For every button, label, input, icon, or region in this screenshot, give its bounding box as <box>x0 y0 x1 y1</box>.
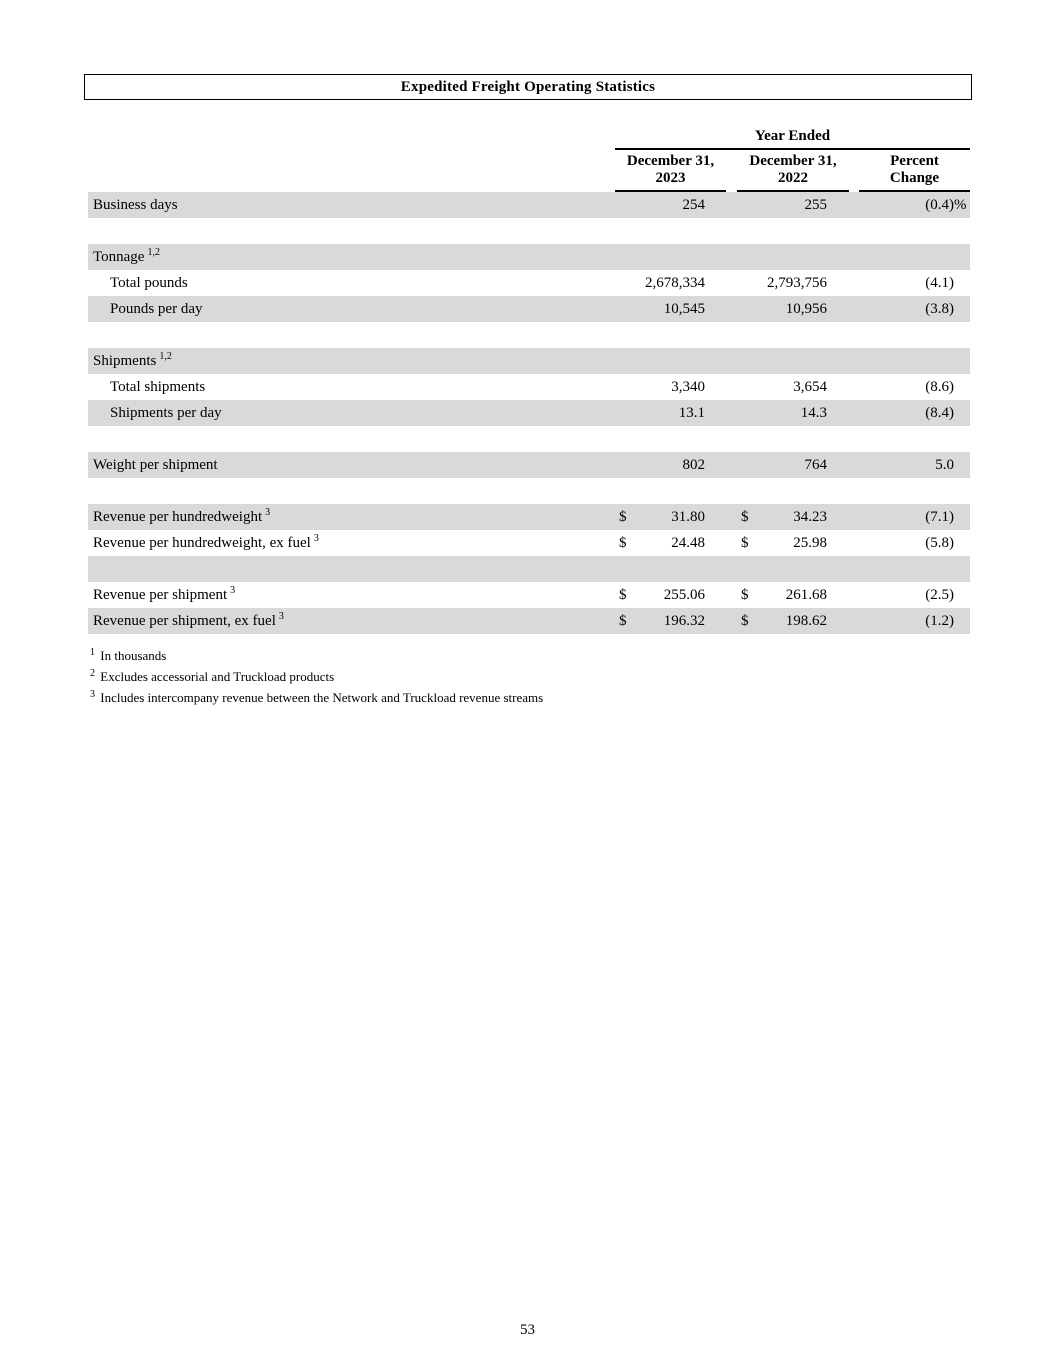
column-gap <box>849 244 859 270</box>
column-gap <box>726 400 737 426</box>
value-percent-change: (1.2) <box>859 608 970 634</box>
dollar-sign: $ <box>741 613 749 629</box>
percent-sign <box>954 478 970 504</box>
value-percent-change: (3.8) <box>859 296 970 322</box>
footnote-2: $^2$ Excludes accessorial and Truckload products <box>90 667 335 684</box>
column-gap <box>849 348 859 374</box>
row-label: Pounds per day <box>110 301 203 317</box>
column-gap <box>726 270 737 296</box>
table-row <box>88 218 970 244</box>
value-2022 <box>737 426 849 452</box>
page-title: Expedited Freight Operating Statistics <box>400 78 656 95</box>
value-2022 <box>737 478 849 504</box>
value-percent-change <box>859 218 970 244</box>
percent-sign <box>954 530 970 556</box>
table-row <box>88 296 970 322</box>
row-label: Revenue per shipment, ex fuel $^3$ <box>93 611 284 629</box>
value-percent-change: (8.6) <box>859 374 970 400</box>
value-2023 <box>615 218 726 244</box>
dollar-sign: $ <box>619 613 627 629</box>
table-row <box>88 608 970 634</box>
footnote-1: $^1$ In thousands <box>90 646 167 663</box>
column-gap <box>849 478 859 504</box>
value-2022 <box>737 244 849 270</box>
page-number: 53 <box>520 1322 535 1338</box>
value-2022 <box>737 348 849 374</box>
table-row <box>88 322 970 348</box>
percent-sign <box>954 400 970 426</box>
column-gap <box>726 608 737 634</box>
value-percent-change: (4.1) <box>859 270 970 296</box>
column-gap <box>849 192 859 218</box>
column-gap <box>849 608 859 634</box>
value-percent-change <box>859 478 970 504</box>
column-gap <box>726 504 737 530</box>
footnote-marker: 3 <box>278 611 284 622</box>
column-gap <box>726 426 737 452</box>
column-gap <box>849 452 859 478</box>
table-column-headers <box>88 151 970 192</box>
column-header-2023: December 31, 2023 <box>615 151 726 192</box>
value-percent-change: (5.8) <box>859 530 970 556</box>
value-2022 <box>737 322 849 348</box>
column-gap <box>849 400 859 426</box>
dollar-sign: $ <box>619 587 627 603</box>
column-gap <box>849 582 859 608</box>
percent-sign <box>954 218 970 244</box>
table-row <box>88 374 970 400</box>
percent-sign <box>954 504 970 530</box>
percent-sign <box>954 426 970 452</box>
statistics-table <box>88 128 970 634</box>
percent-sign: % <box>954 197 967 213</box>
value-percent-change: (8.4) <box>859 400 970 426</box>
footnotes <box>90 646 544 712</box>
row-label <box>88 556 615 582</box>
value-2023 <box>615 348 726 374</box>
value-2022: 764 <box>737 452 849 478</box>
column-gap <box>726 452 737 478</box>
column-gap <box>726 348 737 374</box>
value-percent-change <box>859 348 970 374</box>
table-body <box>88 192 970 634</box>
value-2023: $ 24.48 <box>615 530 726 556</box>
value-2023: 13.1 <box>615 400 726 426</box>
footnote-marker: 3 <box>313 533 319 544</box>
value-percent-change: (0.4) % <box>859 192 970 218</box>
row-label <box>88 322 615 348</box>
column-gap <box>849 556 859 582</box>
column-gap <box>726 322 737 348</box>
column-gap <box>849 504 859 530</box>
value-2023 <box>615 244 726 270</box>
value-percent-change <box>859 556 970 582</box>
dollar-sign: $ <box>619 535 627 551</box>
dollar-sign: $ <box>741 509 749 525</box>
table-row <box>88 426 970 452</box>
table-row <box>88 400 970 426</box>
row-label <box>88 478 615 504</box>
row-label: Revenue per shipment $^3$ <box>93 585 236 603</box>
value-2022: 2,793,756 <box>737 270 849 296</box>
value-2023: $ 196.32 <box>615 608 726 634</box>
column-gap <box>726 151 737 192</box>
table-row <box>88 530 970 556</box>
column-gap <box>849 530 859 556</box>
value-percent-change <box>859 426 970 452</box>
table-row <box>88 504 970 530</box>
column-gap <box>726 582 737 608</box>
footnote-marker: 3 <box>230 585 236 596</box>
value-2022 <box>737 218 849 244</box>
value-percent-change <box>859 244 970 270</box>
table-row <box>88 348 970 374</box>
table-row <box>88 244 970 270</box>
value-2022: 14.3 <box>737 400 849 426</box>
footnote-marker: 1,2 <box>147 247 160 258</box>
value-2023: 802 <box>615 452 726 478</box>
percent-sign <box>954 322 970 348</box>
value-2023: 3,340 <box>615 374 726 400</box>
row-label: Revenue per hundredweight, ex fuel $^3$ <box>93 533 319 551</box>
table-row <box>88 556 970 582</box>
value-2022: $ 198.62 <box>737 608 849 634</box>
value-2023: $ 255.06 <box>615 582 726 608</box>
table-row <box>88 192 970 218</box>
row-label: Weight per shipment <box>93 457 218 473</box>
table-row <box>88 582 970 608</box>
value-2023: 10,545 <box>615 296 726 322</box>
value-2023: 254 <box>615 192 726 218</box>
value-2022: $ 34.23 <box>737 504 849 530</box>
percent-sign <box>954 452 970 478</box>
column-gap <box>849 151 859 192</box>
row-label: Total pounds <box>110 275 188 291</box>
row-label: Total shipments <box>110 379 206 395</box>
table-row <box>88 478 970 504</box>
percent-sign <box>954 374 970 400</box>
column-gap <box>726 530 737 556</box>
value-2022: $ 25.98 <box>737 530 849 556</box>
column-gap <box>726 192 737 218</box>
value-percent-change: (2.5) <box>859 582 970 608</box>
column-gap <box>726 218 737 244</box>
column-header-2022: December 31, 2022 <box>737 151 849 192</box>
percent-sign <box>954 348 970 374</box>
row-label: Business days <box>93 197 178 213</box>
value-2022: 3,654 <box>737 374 849 400</box>
title-box <box>84 74 972 100</box>
column-gap <box>849 374 859 400</box>
column-gap <box>726 556 737 582</box>
column-gap <box>849 218 859 244</box>
row-label <box>88 426 615 452</box>
value-2023 <box>615 426 726 452</box>
value-2022: $ 261.68 <box>737 582 849 608</box>
column-gap <box>726 296 737 322</box>
label-column-spacer <box>88 151 615 192</box>
row-label: Shipments per day <box>110 405 222 421</box>
column-gap <box>726 244 737 270</box>
row-label: Tonnage $^{1,2}$ <box>93 247 160 265</box>
dollar-sign: $ <box>741 535 749 551</box>
value-percent-change <box>859 322 970 348</box>
percent-sign <box>954 244 970 270</box>
table-row <box>88 270 970 296</box>
percent-sign <box>954 270 970 296</box>
value-2023 <box>615 556 726 582</box>
row-label: Shipments $^{1,2}$ <box>93 351 172 369</box>
row-label: Revenue per hundredweight $^3$ <box>93 507 271 525</box>
column-gap <box>726 374 737 400</box>
value-2023 <box>615 322 726 348</box>
value-percent-change: 5.0 <box>859 452 970 478</box>
value-2023 <box>615 478 726 504</box>
value-percent-change: (7.1) <box>859 504 970 530</box>
value-2023: $ 31.80 <box>615 504 726 530</box>
column-gap <box>849 270 859 296</box>
dollar-sign: $ <box>741 587 749 603</box>
row-label <box>88 218 615 244</box>
column-header-percent-change: Percent Change <box>859 151 970 192</box>
value-2022: 10,956 <box>737 296 849 322</box>
percent-sign <box>954 296 970 322</box>
footnote-marker: 1,2 <box>159 351 172 362</box>
value-2022 <box>737 556 849 582</box>
percent-sign <box>954 582 970 608</box>
table-row <box>88 452 970 478</box>
footnote-marker: 3 <box>265 507 271 518</box>
dollar-sign: $ <box>619 509 627 525</box>
column-gap <box>726 478 737 504</box>
column-gap <box>849 322 859 348</box>
footnote-3: $^3$ Includes intercompany revenue between the Network and Truckload revenue streams <box>90 688 544 705</box>
value-2023: 2,678,334 <box>615 270 726 296</box>
column-gap <box>849 426 859 452</box>
column-gap <box>849 296 859 322</box>
percent-sign <box>954 608 970 634</box>
value-2022: 255 <box>737 192 849 218</box>
year-ended-group-header: Year Ended <box>615 128 970 150</box>
percent-sign <box>954 556 970 582</box>
